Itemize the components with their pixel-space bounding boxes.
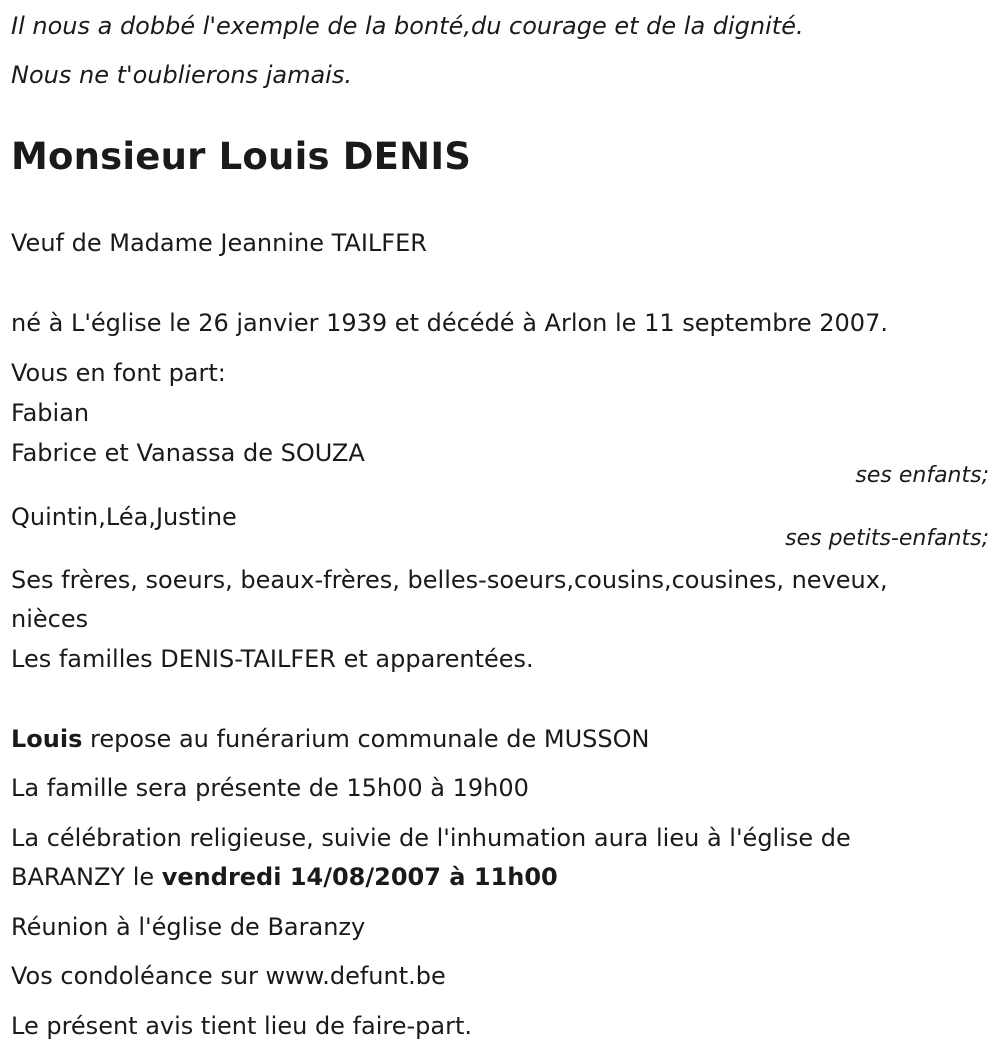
deceased-name: Monsieur Louis DENIS [11, 135, 472, 178]
relatives-line-2: nièces [11, 605, 89, 633]
child-1: Fabian [11, 399, 90, 427]
epigraph-line-2: Nous ne t'oublierons jamais. [11, 61, 352, 89]
presence-text: La famille sera présente de 15h00 à 19h00 [11, 774, 529, 802]
ceremony-line-1: La célébration religieuse, suivie de l'inhumation aura lieu à l'église de [11, 824, 851, 852]
notice-text: Le présent avis tient lieu de faire-part. [11, 1012, 473, 1040]
family-intro: Vous en font part: [11, 359, 226, 387]
children-label: ses enfants; [855, 463, 989, 488]
child-2: Fabrice et Vanassa de SOUZA [11, 439, 365, 467]
meeting-text: Réunion à l'église de Baranzy [11, 913, 366, 941]
ceremony-line-2 [11, 865, 558, 889]
grandchildren-label: ses petits-enfants; [785, 526, 989, 551]
epigraph-line-1: Il nous a dobbé l'exemple de la bonté,du courage et de la dignité. [11, 12, 804, 40]
rest-name: Louis [11, 725, 83, 753]
ceremony-date: vendredi 14/08/2007 à 11h00 [161, 863, 558, 891]
rest-text: repose au funérarium communale de MUSSON [82, 725, 650, 753]
birth-death-text: né à L'église le 26 janvier 1939 et décédé à Arlon le 11 septembre 2007. [11, 309, 888, 337]
ceremony-prefix: BARANZY le [11, 863, 162, 891]
spouse-text: Veuf de Madame Jeannine TAILFER [11, 229, 427, 257]
families-text: Les familles DENIS-TAILFER et apparentées. [11, 645, 534, 673]
grandchildren: Quintin,Léa,Justine [11, 503, 237, 531]
relatives-line-1: Ses frères, soeurs, beaux-frères, belles-soeurs,cousins,cousines, neveux, [11, 566, 888, 594]
rest-place [11, 727, 650, 751]
condolences-text: Vos condoléance sur www.defunt.be [11, 962, 446, 990]
